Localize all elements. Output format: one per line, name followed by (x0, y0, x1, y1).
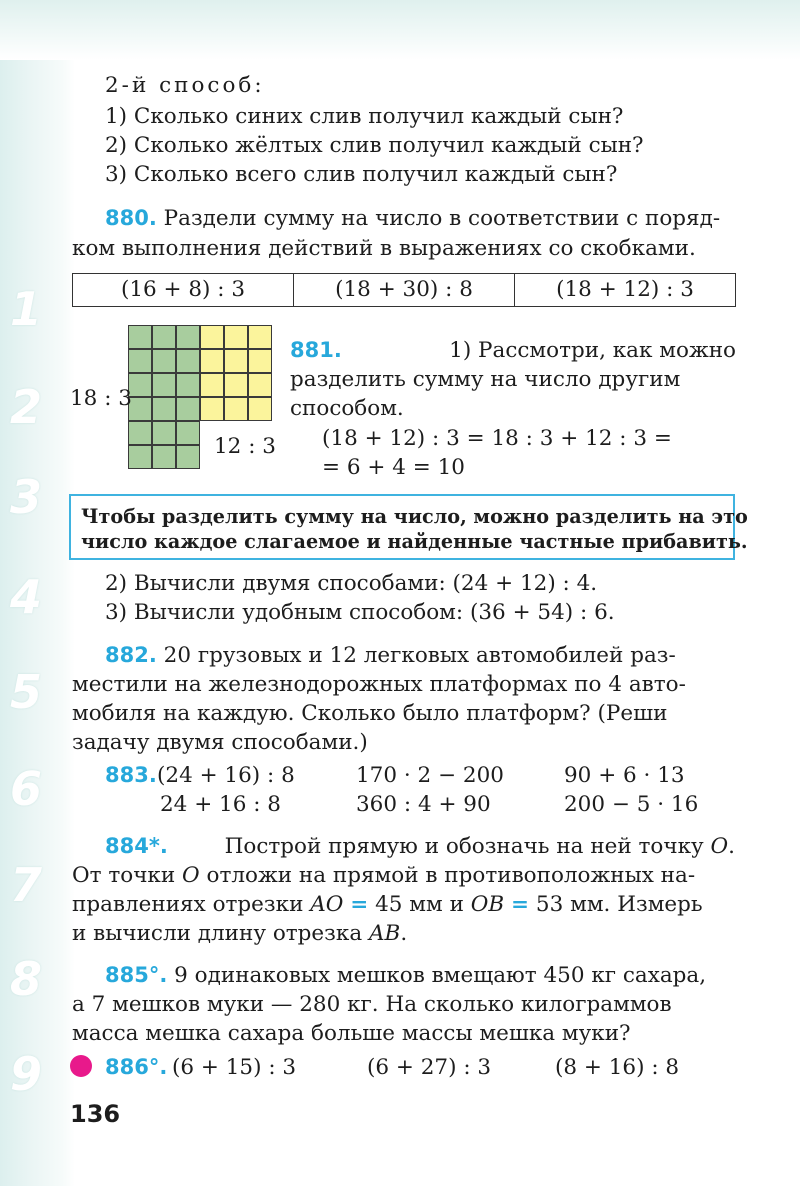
task-886-number-label: 886°. (105, 1055, 168, 1079)
task-880-text-2: ком выполнения действий в выражениях со скобками. (72, 236, 696, 261)
task-880-text-1: Раздели сумму на число в соответствии с поряд- (163, 206, 721, 231)
task-882-number: 882. (105, 643, 157, 667)
point-o-label: O (182, 863, 200, 888)
equals-sign: = (350, 892, 369, 917)
task-883-expression: (24 + 16) : 8 (157, 763, 295, 788)
method2-title: 2-й способ: (105, 73, 265, 98)
task-880-number: 880. (105, 206, 157, 230)
task-881-question-2: 2) Вычисли двумя способами: (24 + 12) : 4. (105, 571, 598, 596)
grid-cell-yellow (248, 397, 272, 421)
task-883-expression: 360 : 4 + 90 (356, 792, 491, 817)
task-884-line-3 (72, 894, 703, 916)
task-884-line-1 (105, 836, 735, 858)
margin-digit: 7 (10, 858, 43, 912)
task-886-expression: (8 + 16) : 8 (555, 1055, 680, 1080)
grid-cell-green (152, 397, 176, 421)
task-880-cell: (16 + 8) : 3 (120, 277, 246, 302)
method2-question-3: 3) Сколько всего слив получил каждый сын? (105, 162, 618, 187)
task-884-text-1: Построй прямую и обозначь на ней точку O. (224, 834, 735, 859)
margin-digit: 6 (10, 762, 43, 816)
task-884-text-4a: и вычисли длину отрезка (72, 921, 363, 946)
task-884-line-4: и вычисли длину отрезка AB. (72, 921, 408, 946)
top-band (0, 0, 800, 60)
task-881-equation-1: (18 + 12) : 3 = 18 : 3 + 12 : 3 = (322, 426, 672, 451)
grid-cell-yellow (200, 373, 224, 397)
task-883-expression: 24 + 16 : 8 (160, 792, 281, 817)
method2-question-2: 2) Сколько жёлтых слив получил каждый сын? (105, 133, 644, 158)
task-881-number: 881. (290, 338, 342, 362)
margin-digit: 2 (10, 380, 43, 434)
margin-digit: 1 (10, 282, 43, 336)
segment-ob: OB (470, 892, 505, 917)
task-884-text-2a: От точки (72, 863, 176, 888)
task-883-expression: 200 − 5 · 16 (564, 792, 699, 817)
task-883-expression: 90 + 6 · 13 (564, 763, 685, 788)
grid-cell-yellow (248, 373, 272, 397)
task-885-text-2: а 7 мешков муки — 280 кг. На сколько килограммов (72, 992, 672, 1017)
margin-digit: 4 (10, 570, 43, 624)
grid-cell-green (176, 325, 200, 349)
task-883-expression: 170 · 2 − 200 (356, 763, 504, 788)
rule-box (69, 494, 748, 560)
rule-line-1: Чтобы разделить сумму на число, можно разделить на это (81, 505, 748, 528)
grid-cell-yellow (224, 325, 248, 349)
task-884-line-2 (72, 865, 695, 887)
task-883-number (105, 765, 157, 787)
margin-digit: 5 (10, 665, 43, 719)
task-886-number (105, 1057, 167, 1079)
task-882-text-4: задачу двумя способами.) (72, 730, 368, 755)
grid-cell-green (128, 325, 152, 349)
task-884-text-3a: правлениях отрезки (72, 892, 304, 917)
margin-digit: 3 (10, 470, 43, 524)
grid-cell-green (152, 445, 176, 469)
grid-cell-yellow (248, 349, 272, 373)
task-880-cell: (18 + 30) : 8 (293, 274, 514, 306)
task-881-text-1: 1) Рассмотри, как можно (449, 338, 736, 363)
page-number: 136 (70, 1100, 121, 1128)
task-885-text-3: масса мешка сахара больше массы мешка муки? (72, 1021, 631, 1046)
task-886-expression: (6 + 27) : 3 (367, 1055, 492, 1080)
grid-cell-green (152, 421, 176, 445)
task-884-length-ao: 45 мм и (375, 892, 464, 917)
grid-cell-green (176, 445, 200, 469)
grid-cell-yellow (200, 325, 224, 349)
grid-cell-green (176, 397, 200, 421)
task-881-equation-2: = 6 + 4 = 10 (322, 455, 465, 480)
grid-cell-green (128, 349, 152, 373)
grid-cell-green (176, 421, 200, 445)
task-880-cell: (18 + 12) : 3 (514, 274, 735, 306)
grid-cell-yellow (224, 373, 248, 397)
grid-cell-yellow (224, 349, 248, 373)
rule-line-2: число каждое слагаемое и найденные частные прибавить. (81, 530, 748, 553)
grid-cell-yellow (200, 397, 224, 421)
grid-cell-green (128, 445, 152, 469)
pink-dot-marker-icon (70, 1055, 92, 1077)
grid-cell-yellow (224, 397, 248, 421)
task-886-expression: (6 + 15) : 3 (172, 1055, 297, 1080)
task-884-text-2b: отложи на прямой в противоположных на- (206, 863, 696, 888)
point-o-label: O (710, 834, 729, 859)
grid-cell-green (176, 373, 200, 397)
task-881-question-3: 3) Вычисли удобным способом: (36 + 54) : 6. (105, 600, 615, 625)
task-885-number: 885°. (105, 963, 168, 987)
task-881-line-1 (290, 340, 736, 362)
segment-ao: AO (310, 892, 344, 917)
task-880-table (72, 273, 736, 307)
grid-label-18-3: 18 : 3 (70, 386, 132, 411)
task-881-text-2: разделить сумму на число другим (290, 367, 681, 392)
grid-cell-yellow (248, 325, 272, 349)
grid-cell-yellow (200, 349, 224, 373)
grid-cell-green (152, 325, 176, 349)
grid-cell-green (152, 349, 176, 373)
method2-question-1: 1) Сколько синих слив получил каждый сын? (105, 104, 624, 129)
grid-cell-green (152, 373, 176, 397)
task-883-number-label: 883. (105, 763, 157, 787)
grid-label-12-3: 12 : 3 (214, 434, 276, 459)
task-885-text-1: 9 одинаковых мешков вмещают 450 кг сахара, (174, 963, 707, 988)
margin-digit: 8 (10, 952, 43, 1006)
task-884-length-ob: 53 мм. Измерь (535, 892, 703, 917)
grid-cell-green (128, 421, 152, 445)
task-882-text-1: 20 грузовых и 12 легковых автомобилей раз- (163, 643, 676, 668)
task-885-line-1 (105, 965, 735, 987)
margin-digit: 9 (10, 1047, 43, 1101)
grid-cell-green (176, 349, 200, 373)
task-880-line-1 (105, 208, 735, 230)
equals-sign: = (511, 892, 530, 917)
task-884-text-1a: Построй прямую и обозначь на ней точку (224, 834, 704, 859)
task-882-line-1 (105, 645, 735, 667)
task-884-number: 884*. (105, 834, 168, 858)
segment-ab: AB (368, 921, 401, 946)
task-882-text-3: мобиля на каждую. Сколько было платформ? (Реши (72, 701, 668, 726)
task-882-text-2: местили на железнодорожных платформах по 4 авто- (72, 672, 686, 697)
task-881-text-3: способом. (290, 396, 404, 421)
